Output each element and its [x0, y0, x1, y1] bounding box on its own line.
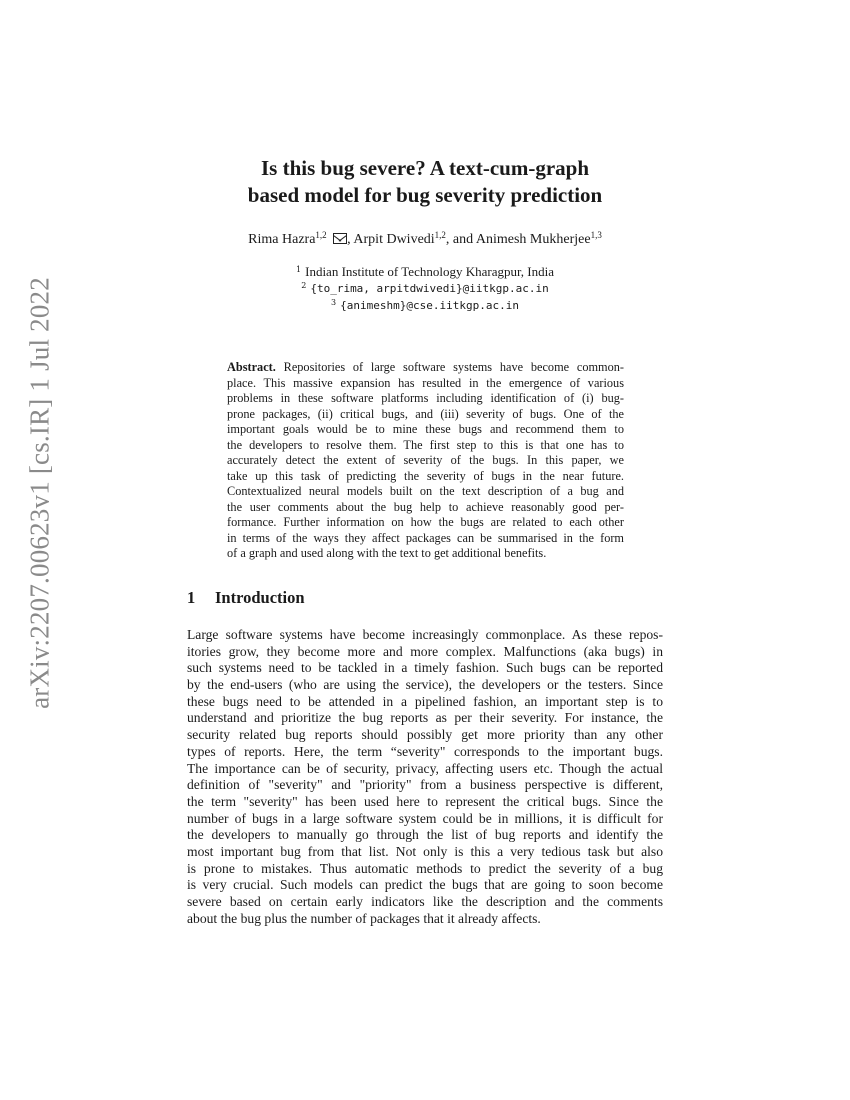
author-separator: , and — [445, 232, 476, 247]
paragraph-line: is prone to mistakes. Thus automatic methods to predict the severity of a bug — [187, 860, 663, 876]
author-affiliation-marker: 1,2 — [434, 230, 446, 240]
affiliation-number: 2 — [301, 281, 307, 290]
affiliation-block — [150, 264, 700, 314]
affiliation-line — [150, 280, 700, 297]
paragraph-line: most important bug from that list. Not only is this a very tedious task but also — [187, 843, 663, 859]
abstract-line-text: Repositories of large software systems have become common- — [283, 360, 624, 374]
paragraph-line: about the bug plus the number of packages that it already affects. — [187, 910, 541, 926]
author-separator: , — [347, 232, 354, 247]
author-list — [150, 232, 700, 248]
paragraph-line: these bugs need to be attended in a pipelined fashion, an important step is to — [187, 693, 663, 709]
author-name: Rima Hazra — [248, 232, 316, 247]
affiliation-line — [150, 297, 700, 314]
paragraph-line: by the end-users (who are using the service), the developers or the testers. Since — [187, 677, 663, 693]
affiliation-line — [150, 264, 700, 280]
paragraph-line: understand and prioritize the bug reports as per their severity. For instance, the — [187, 710, 663, 726]
abstract-line: problems in these software platforms including identification of (i) bug- — [227, 391, 624, 405]
abstract-line: the user comments about the bug help to achieve reasonably good per- — [227, 499, 624, 514]
abstract-line: formance. Further information on how the bugs are related to each other — [227, 515, 624, 529]
paragraph-line: number of bugs in a large software system could be in millions, it is difficult for — [187, 810, 663, 826]
paragraph-line: the term "severity" has been used here to represent the critical bugs. Since the — [187, 793, 663, 809]
paragraph-line: definition of "severity" and "priority" from a business perspective is different, — [187, 777, 663, 793]
paragraph-line: The importance can be of security, privacy, affecting users etc. Though the actual — [187, 760, 663, 776]
affiliation-number: 1 — [296, 265, 302, 274]
section-number: 1 — [187, 588, 196, 607]
abstract — [227, 360, 624, 562]
email-text: {animeshm}@cse.iitkgp.ac.in — [340, 299, 519, 312]
introduction-paragraph — [187, 627, 663, 927]
abstract-line: accurately detect the extent of severity of the bugs. In this paper, we — [227, 453, 624, 467]
abstract-line: important goals would be to mine these bugs and recommend them to — [227, 422, 624, 436]
paragraph-line: severe based on certain early indicators like the description and the comments — [187, 894, 663, 909]
paragraph-line: types of reports. Here, the term “severity" corresponds to the important bugs. — [187, 743, 663, 759]
author-affiliation-marker: 1,3 — [590, 230, 602, 240]
paragraph-line: such systems need to be tackled in a timely fashion. Such bugs can be reported — [187, 660, 663, 676]
arxiv-identifier-stamp — [22, 276, 58, 709]
section-heading — [187, 588, 305, 608]
paragraph-line: is very crucial. Such models can predict the bugs that are going to soon become — [187, 877, 663, 893]
author-name: Animesh Mukherjee — [475, 232, 591, 247]
arxiv-identifier-text: arXiv:2207.00623v1 [cs.IR] 1 Jul 2022 — [24, 276, 55, 709]
email-text: {to_rima, arpitdwivedi}@iitkgp.ac.in — [310, 282, 549, 295]
affiliation-number: 3 — [331, 298, 337, 307]
abstract-label: Abstract. — [227, 360, 276, 374]
author-name: Arpit Dwivedi — [353, 232, 435, 247]
envelope-icon — [333, 233, 347, 244]
paragraph-line: itories grow, they become more and more complex. Malfunctions (aka bugs) in — [187, 643, 663, 659]
abstract-line: place. This massive expansion has resulted in the emergence of various — [227, 375, 624, 390]
abstract-line — [227, 360, 624, 376]
paragraph-line: Large software systems have become increasingly commonplace. As these repos- — [187, 627, 663, 642]
paragraph-line: the developers to manually go through the list of bug reports and identify the — [187, 827, 663, 843]
author-affiliation-marker: 1,2 — [315, 230, 327, 240]
affiliation-text: Indian Institute of Technology Kharagpur, India — [305, 264, 554, 279]
abstract-line: take up this task of predicting the severity of bugs in the near future. — [227, 468, 624, 483]
paper-title-line-1: Is this bug severe? A text-cum-graph — [260, 156, 590, 180]
abstract-line: of a graph and used along with the text to get additional benefits. — [227, 546, 547, 560]
abstract-line: the developers to resolve them. The first step to this is that one has to — [227, 437, 624, 452]
paper-title — [150, 155, 700, 209]
abstract-line: in terms of the ways they affect packages can be summarised in the form — [227, 530, 624, 545]
paragraph-line: security related bug reports should possibly get more priority than any other — [187, 727, 663, 743]
abstract-line: Contextualized neural models built on the text description of a bug and — [227, 484, 624, 498]
section-title: Introduction — [215, 588, 305, 607]
abstract-line: prone packages, (ii) critical bugs, and (iii) severity of bugs. One of the — [227, 406, 624, 421]
paper-title-line-2: based model for bug severity prediction — [247, 183, 603, 207]
